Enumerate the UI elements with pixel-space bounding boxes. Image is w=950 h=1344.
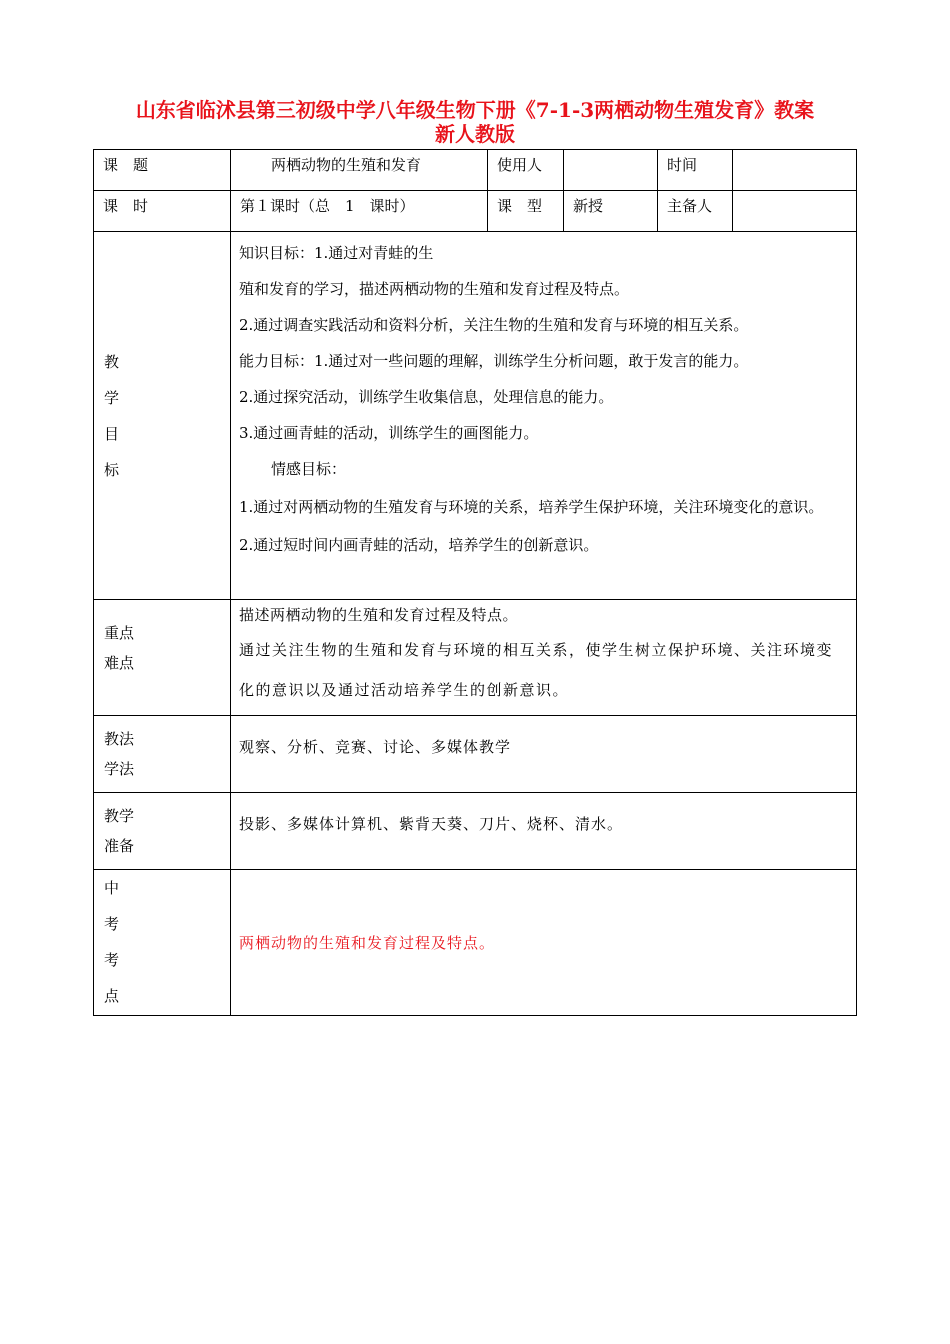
row-key-points	[94, 600, 857, 716]
exam-points-label-char: 考	[104, 915, 120, 933]
objectives-label-char: 学	[104, 388, 120, 407]
topic-label-cell	[94, 150, 231, 191]
objectives-content-cell	[231, 232, 857, 600]
methods-text: 观察、分析、竞赛、讨论、多媒体教学	[239, 738, 512, 756]
exam-points-label-char: 考	[104, 951, 120, 969]
key-point-line: 描述两栖动物的生殖和发育过程及特点。	[239, 606, 519, 624]
user-label-cell	[488, 150, 564, 191]
hours-label: 课 时	[103, 197, 149, 215]
document-title-line-1: 山东省临沭县第三初级中学八年级生物下册《7-1-3两栖动物生殖发育》教案	[135, 98, 815, 122]
objective-line: 能力目标：1.通过对一些问题的理解，训练学生分析问题，敢于发言的能力。	[239, 352, 749, 370]
objectives-label-char: 标	[104, 460, 120, 479]
row-topic	[94, 150, 857, 191]
objectives-content	[231, 232, 856, 566]
methods-label-line: 教法	[104, 730, 135, 748]
exam-points-text: 两栖动物的生殖和发育过程及特点。	[239, 933, 496, 952]
exam-points-label	[94, 870, 230, 1014]
user-value	[564, 150, 657, 158]
time-label-cell	[658, 150, 733, 191]
key-points-label-line: 重点	[104, 624, 135, 642]
preparation-text: 投影、多媒体计算机、紫背天葵、刀片、烧杯、清水。	[239, 815, 624, 833]
preparer-value-cell	[733, 191, 857, 232]
type-value-cell	[564, 191, 658, 232]
key-points-content-cell	[231, 600, 857, 716]
hours-value-cell	[231, 191, 488, 232]
preparation-label	[94, 793, 230, 869]
exam-points-content-cell	[231, 870, 857, 1016]
time-label: 时间	[667, 156, 698, 174]
row-hours	[94, 191, 857, 232]
user-value-cell	[564, 150, 658, 191]
hours-value: 第１课时（总 1 课时）	[240, 197, 415, 215]
key-points-label-line: 难点	[104, 654, 135, 672]
user-label: 使用人	[497, 156, 543, 174]
objective-line: 2.通过探究活动，训练学生收集信息，处理信息的能力。	[239, 388, 614, 406]
key-points-content	[231, 600, 856, 713]
preparation-label-line: 准备	[104, 837, 135, 855]
preparation-label-line: 教学	[104, 807, 135, 825]
key-points-label	[94, 600, 230, 686]
objective-line: 殖和发育的学习，描述两栖动物的生殖和发育过程及特点。	[239, 280, 630, 298]
key-points-label-cell	[94, 600, 231, 716]
methods-label-cell	[94, 716, 231, 793]
lesson-plan-table	[93, 149, 857, 1016]
topic-label: 课 题	[103, 156, 149, 174]
exam-points-label-char: 中	[104, 879, 120, 897]
objectives-label-char: 教	[104, 352, 120, 371]
objective-line: 2.通过调查实践活动和资料分析，关注生物的生殖和发育与环境的相互关系。	[239, 316, 749, 334]
type-value: 新授	[573, 197, 604, 215]
preparation-content-cell	[231, 793, 857, 870]
methods-label	[94, 716, 230, 792]
document-title-line-2: 新人教版	[435, 122, 515, 146]
objective-line: 知识目标：1.通过对青蛙的生	[239, 244, 434, 262]
key-point-line: 通过关注生物的生殖和发育与环境的相互关系，使学生树立保护环境、关注环境变化的意识以及通过活动培养学生的创新意识。	[239, 641, 834, 699]
objective-line: 3.通过画青蛙的活动，训练学生的画图能力。	[239, 424, 539, 442]
row-methods	[94, 716, 857, 793]
exam-points-label-char: 点	[104, 987, 120, 1005]
objective-line: 1.通过对两栖动物的生殖发育与环境的关系，培养学生保护环境，关注环境变化的意识。	[239, 498, 824, 516]
row-objectives	[94, 232, 857, 600]
row-exam-points	[94, 870, 857, 1016]
type-label: 课 型	[497, 197, 543, 215]
objective-line: 2.通过短时间内画青蛙的活动，培养学生的创新意识。	[239, 536, 599, 554]
preparer-label-cell	[658, 191, 733, 232]
preparer-label: 主备人	[667, 197, 713, 215]
objective-line: 情感目标：	[271, 460, 347, 478]
row-preparation	[94, 793, 857, 870]
methods-label-line: 学法	[104, 760, 135, 778]
preparer-value	[733, 191, 856, 199]
preparation-label-cell	[94, 793, 231, 870]
type-label-cell	[488, 191, 564, 232]
objectives-label-char: 目	[104, 424, 120, 443]
topic-value: 两栖动物的生殖和发育	[271, 156, 422, 174]
objectives-label	[94, 344, 230, 488]
topic-value-cell	[231, 150, 488, 191]
methods-content-cell	[231, 716, 857, 793]
objectives-label-cell	[94, 232, 231, 600]
hours-label-cell	[94, 191, 231, 232]
exam-points-label-cell	[94, 870, 231, 1016]
time-value	[733, 150, 856, 158]
time-value-cell	[733, 150, 857, 191]
